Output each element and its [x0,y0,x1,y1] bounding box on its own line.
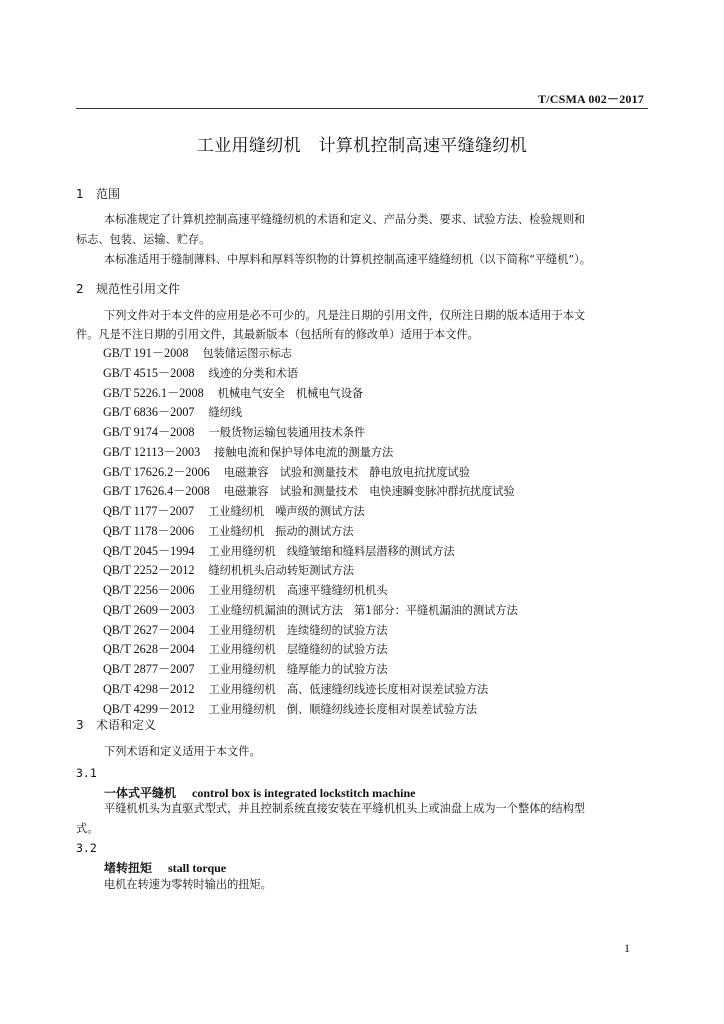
section-3-heading [76,716,156,733]
term-definition-line-2: 式。 [76,822,99,835]
reference-title: 工业用缝纫机 高、低速缝纫线迹长度相对误差试验方法 [208,682,489,696]
reference-title: 电磁兼容 试验和测量技术 电快速瞬变脉冲群抗扰度试验 [223,485,515,499]
reference-code: QB/T 4298－2012 [103,681,195,696]
reference-item [103,522,518,542]
reference-code: QB/T 1178－2006 [103,523,195,538]
reference-title: 包装储运图示标志 [202,347,292,360]
document-title: 工业用缝纫机 计算机控制高速平缝缝纫机 [196,136,528,156]
reference-item [103,542,518,562]
header-divider [76,108,648,109]
section-2-paragraph-line-2: 件。凡是不注日期的引用文件，其最新版本（包括所有的修改单）适用于本文件。 [76,328,479,341]
reference-item [103,640,518,660]
term-definition-line-1: 平缝机机头为直驱式型式，并且控制系统直接安装在平缝机机头上或油盘上成为一个整体的结构型 [104,802,586,815]
reference-title: 电磁兼容 试验和测量技术 静电放电抗扰度试验 [223,465,470,479]
reference-title: 工业用缝纫机 高速平缝缝纫机机头 [208,584,388,597]
section-1-title: 范围 [96,187,121,201]
reference-item [103,344,518,364]
term-heading [104,859,226,876]
reference-title: 缝纫线 [208,406,243,420]
term-definition-line-1: 电机在转速为零转时输出的扭矩。 [104,878,272,891]
section-2-paragraph-line-1: 下列文件对于本文件的应用是必不可少的。凡是注日期的引用文件，仅所注日期的版本适用于本文 [104,309,586,322]
reference-title: 线迹的分类和术语 [208,366,299,380]
reference-title: 接触电流和保护导体电流的测量方法 [214,445,394,459]
section-1-paragraph-1-line-2: 标志、包装、运输、贮存。 [76,233,211,246]
section-3-title: 术语和定义 [96,718,157,732]
section-1-paragraph-1-line-1: 本标准规定了计算机控制高速平缝缝纫机的术语和定义、产品分类、要求、试验方法、检验规则和 [104,213,586,226]
reference-item [103,502,518,522]
term-name-chinese: 堵转扭矩 [104,861,153,875]
section-1-heading [76,185,120,202]
reference-item [103,660,518,680]
reference-title: 工业用缝纫机 缝厚能力的试验方法 [208,663,388,676]
term-name-english: control box is integrated lockstitch machine [192,786,416,800]
reference-code: QB/T 2609－2003 [103,602,195,617]
reference-code: QB/T 2045－1994 [103,543,195,558]
reference-title: 工业缝纫机 噪声级的测试方法 [208,505,365,518]
reference-code: GB/T 5226.1－2008 [103,385,204,400]
reference-item [103,561,518,581]
reference-title: 缝纫机机头启动转矩测试方法 [208,564,354,578]
reference-item [103,581,518,601]
reference-title: 工业缝纫机漏油的测试方法 第1部分：平缝机漏油的测试方法 [208,603,518,617]
reference-item [103,680,518,700]
section-3-intro: 下列术语和定义适用于本文件。 [104,745,261,758]
section-1-number: 1 [76,187,84,201]
reference-title: 工业用缝纫机 倒、顺缝纫线迹长度相对误差试验方法 [208,702,478,716]
reference-item [103,423,518,443]
section-2-number: 2 [76,282,84,296]
section-2-title: 规范性引用文件 [96,282,181,296]
reference-title: 工业用缝纫机 线缝皱缩和缝料层潜移的测试方法 [208,544,455,558]
reference-code: QB/T 2627－2004 [103,622,195,637]
reference-item [103,463,518,483]
reference-code: QB/T 2628－2004 [103,642,195,657]
reference-code: GB/T 17626.2－2006 [103,464,210,479]
reference-code: QB/T 2877－2007 [103,662,195,676]
reference-code: QB/T 4299－2012 [103,701,195,716]
reference-item [103,443,518,463]
reference-item [103,403,518,423]
reference-item [103,700,518,720]
reference-code: GB/T 4515－2008 [103,365,195,380]
reference-code: GB/T 12113－2003 [103,444,201,459]
reference-item [103,384,518,404]
term-number: 3.2 [76,841,97,855]
reference-item [103,364,518,384]
reference-title: 一般货物运输包装通用技术条件 [208,426,366,439]
section-1-paragraph-2: 本标准适用于缝制薄料、中厚料和厚料等织物的计算机控制高速平缝缝纫机（以下简称“平缝机”）。 [104,253,591,266]
reference-item [103,601,518,621]
reference-item [103,621,518,641]
reference-code: GB/T 191－2008 [103,346,189,360]
reference-code: QB/T 2252－2012 [103,563,195,578]
document-code: T/CSMA 002－2017 [537,92,644,106]
normative-references-list [103,344,518,719]
section-3-number: 3 [76,718,84,732]
reference-title: 机械电气安全 机械电气设备 [217,386,364,400]
reference-title: 工业缝纫机 振动的测试方法 [208,524,354,538]
term-name-chinese: 一体式平缝机 [104,786,177,800]
reference-title: 工业用缝纫机 层缝缝纫的试验方法 [208,643,388,657]
reference-title: 工业用缝纫机 连续缝纫的试验方法 [208,623,388,637]
page-number: 1 [624,941,630,955]
reference-item [103,482,518,502]
term-number: 3.1 [76,766,97,780]
reference-code: GB/T 6836－2007 [103,405,195,420]
reference-code: GB/T 9174－2008 [103,425,195,439]
reference-code: GB/T 17626.4－2008 [103,484,210,499]
reference-code: QB/T 2256－2006 [103,583,195,597]
term-name-english: stall torque [168,861,227,875]
section-2-heading [76,280,180,297]
reference-code: QB/T 1177－2007 [103,504,195,518]
